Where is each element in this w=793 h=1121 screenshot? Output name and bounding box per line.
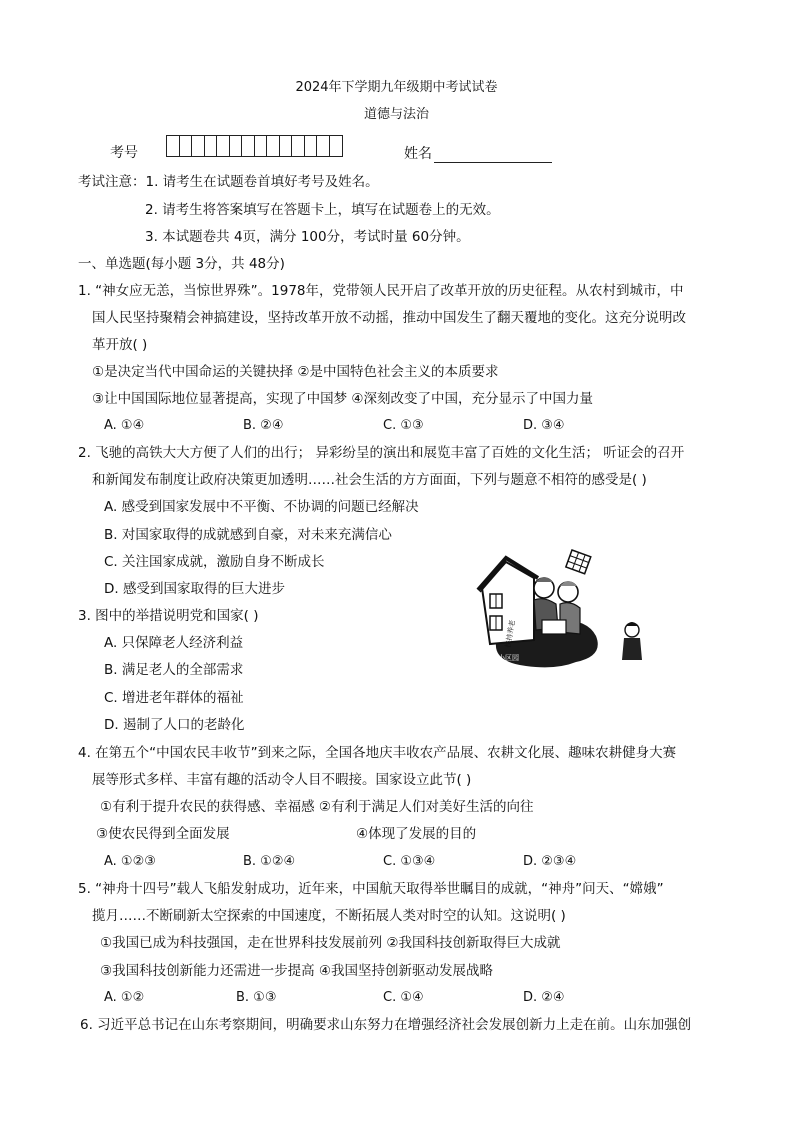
q2-stem-line-2: 和新闻发布制度让政府决策更加透明……社会生活的方方面面，下列与题意不相符的感受是( ) xyxy=(92,472,647,488)
q4-option-c[interactable]: C. ①③④ xyxy=(383,854,436,869)
q2-option-a[interactable]: A. 感受到国家发展中不平衡、不协调的问题已经解决 xyxy=(104,499,419,515)
q1-option-a[interactable]: A. ①④ xyxy=(104,418,145,433)
exam-title: 2024年下学期九年级期中考试试卷 xyxy=(295,80,498,95)
notes-line-2: 2. 请考生将答案填写在答题卡上，填写在试题卷上的无效。 xyxy=(145,202,500,218)
q4-option-b[interactable]: B. ①②④ xyxy=(243,854,296,869)
name-label: 姓名 xyxy=(404,146,432,162)
notes-line-1: 考试注意：1. 请考生在试题卷首填好考号及姓名。 xyxy=(78,174,379,190)
exam-number-box[interactable] xyxy=(292,136,305,156)
exam-number-box[interactable] xyxy=(267,136,280,156)
notes-line-3: 3. 本试题卷共 4页，满分 100分，考试时量 60分钟。 xyxy=(145,229,470,245)
q3-option-a[interactable]: A. 只保障老人经济利益 xyxy=(104,635,244,651)
q5-option-a[interactable]: A. ①② xyxy=(104,990,145,1005)
q4-option-d[interactable]: D. ②③④ xyxy=(523,854,577,869)
exam-number-box[interactable] xyxy=(192,136,205,156)
exam-number-box[interactable] xyxy=(205,136,218,156)
q1-stem-line-3: 革开放( ) xyxy=(92,337,148,353)
q5-option-d[interactable]: D. ②④ xyxy=(523,990,565,1005)
q2-stem-line-1: 2. 飞驰的高铁大大方便了人们的出行； 异彩纷呈的演出和展览丰富了百姓的文化生活； 听证会的召开 xyxy=(78,445,685,461)
exam-number-box[interactable] xyxy=(280,136,293,156)
name-underline[interactable] xyxy=(434,147,552,163)
exam-number-box[interactable] xyxy=(180,136,193,156)
q1-option-b[interactable]: B. ②④ xyxy=(243,418,284,433)
q4-option-a[interactable]: A. ①②③ xyxy=(104,854,156,869)
q3-option-b[interactable]: B. 满足老人的全部需求 xyxy=(104,662,244,678)
q2-option-c[interactable]: C. 关注国家成就，激励自身不断成长 xyxy=(104,554,325,570)
q1-statements-2: ③让中国国际地位显著提高，实现了中国梦 ④深刻改变了中国，充分显示了中国力量 xyxy=(92,391,593,407)
q5-option-b[interactable]: B. ①③ xyxy=(236,990,277,1005)
q1-stem-line-1: 1. “神女应无恙，当惊世界殊”。1978年，党带领人民开启了改革开放的历史征程。从农村到城市，中 xyxy=(78,283,684,299)
q4-statement-3: ③使农民得到全面发展 xyxy=(96,826,230,842)
exam-number-box[interactable] xyxy=(217,136,230,156)
cartoon-caption-1: 扶持养老 xyxy=(504,619,517,649)
exam-number-boxes[interactable] xyxy=(166,135,343,157)
q1-option-c[interactable]: C. ①③ xyxy=(383,418,424,433)
exam-number-box[interactable] xyxy=(255,136,268,156)
exam-number-box[interactable] xyxy=(167,136,180,156)
q4-stem-line-2: 展等形式多样、丰富有趣的活动令人目不暇接。国家设立此节( ) xyxy=(92,772,472,788)
q3-stem: 3. 图中的举措说明党和国家( ) xyxy=(78,608,259,624)
exam-number-box[interactable] xyxy=(230,136,243,156)
cartoon-caption-2: 小区园 xyxy=(498,654,519,662)
q5-statements-1: ①我国已成为科技强国，走在世界科技发展前列 ②我国科技创新取得巨大成就 xyxy=(100,935,561,951)
q1-statements-1: ①是决定当代中国命运的关键抉择 ②是中国特色社会主义的本质要求 xyxy=(92,364,499,380)
exam-number-box[interactable] xyxy=(317,136,330,156)
q5-option-c[interactable]: C. ①④ xyxy=(383,990,424,1005)
q3-option-d[interactable]: D. 遏制了人口的老龄化 xyxy=(104,717,245,733)
q4-statements-1: ①有利于提升农民的获得感、幸福感 ②有利于满足人们对美好生活的向往 xyxy=(100,799,534,815)
q4-statement-4: ④体现了发展的目的 xyxy=(356,826,477,842)
q4-stem-line-1: 4. 在第五个“中国农民丰收节”到来之际，全国各地庆丰收农产品展、农耕文化展、趣味农耕健身大赛 xyxy=(78,745,677,761)
exam-subject: 道德与法治 xyxy=(363,107,429,122)
exam-number-box[interactable] xyxy=(330,136,343,156)
name-field[interactable] xyxy=(404,143,552,163)
q5-stem-line-2: 揽月……不断刷新太空探索的中国速度，不断拓展人类对时空的认知。这说明( ) xyxy=(92,908,566,924)
exam-number-box[interactable] xyxy=(242,136,255,156)
q2-option-b[interactable]: B. 对国家取得的成就感到自豪，对未来充满信心 xyxy=(104,527,392,543)
exam-number-box[interactable] xyxy=(305,136,318,156)
elderly-care-cartoon xyxy=(476,548,644,674)
q1-option-d[interactable]: D. ③④ xyxy=(523,418,565,433)
q2-option-d[interactable]: D. 感受到国家取得的巨大进步 xyxy=(104,581,285,597)
q5-statements-2: ③我国科技创新能力还需进一步提高 ④我国坚持创新驱动发展战略 xyxy=(100,963,493,979)
q3-option-c[interactable]: C. 增进老年群体的福祉 xyxy=(104,690,244,706)
q6-stem-line-1: 6. 习近平总书记在山东考察期间，明确要求山东努力在增强经济社会发展创新力上走在前。山东加强创 xyxy=(80,1017,692,1033)
exam-number-label: 考号 xyxy=(110,145,138,161)
section-title: 一、单选题(每小题 3分，共 48分) xyxy=(78,256,285,272)
q1-stem-line-2: 国人民坚持聚精会神搞建设，坚持改革开放不动摇，推动中国发生了翻天覆地的变化。这充分说明改 xyxy=(92,310,686,326)
q5-stem-line-1: 5. “神舟十四号”载人飞船发射成功，近年来，中国航天取得举世瞩目的成就，“神舟”问天、“嫦娥” xyxy=(78,881,664,897)
